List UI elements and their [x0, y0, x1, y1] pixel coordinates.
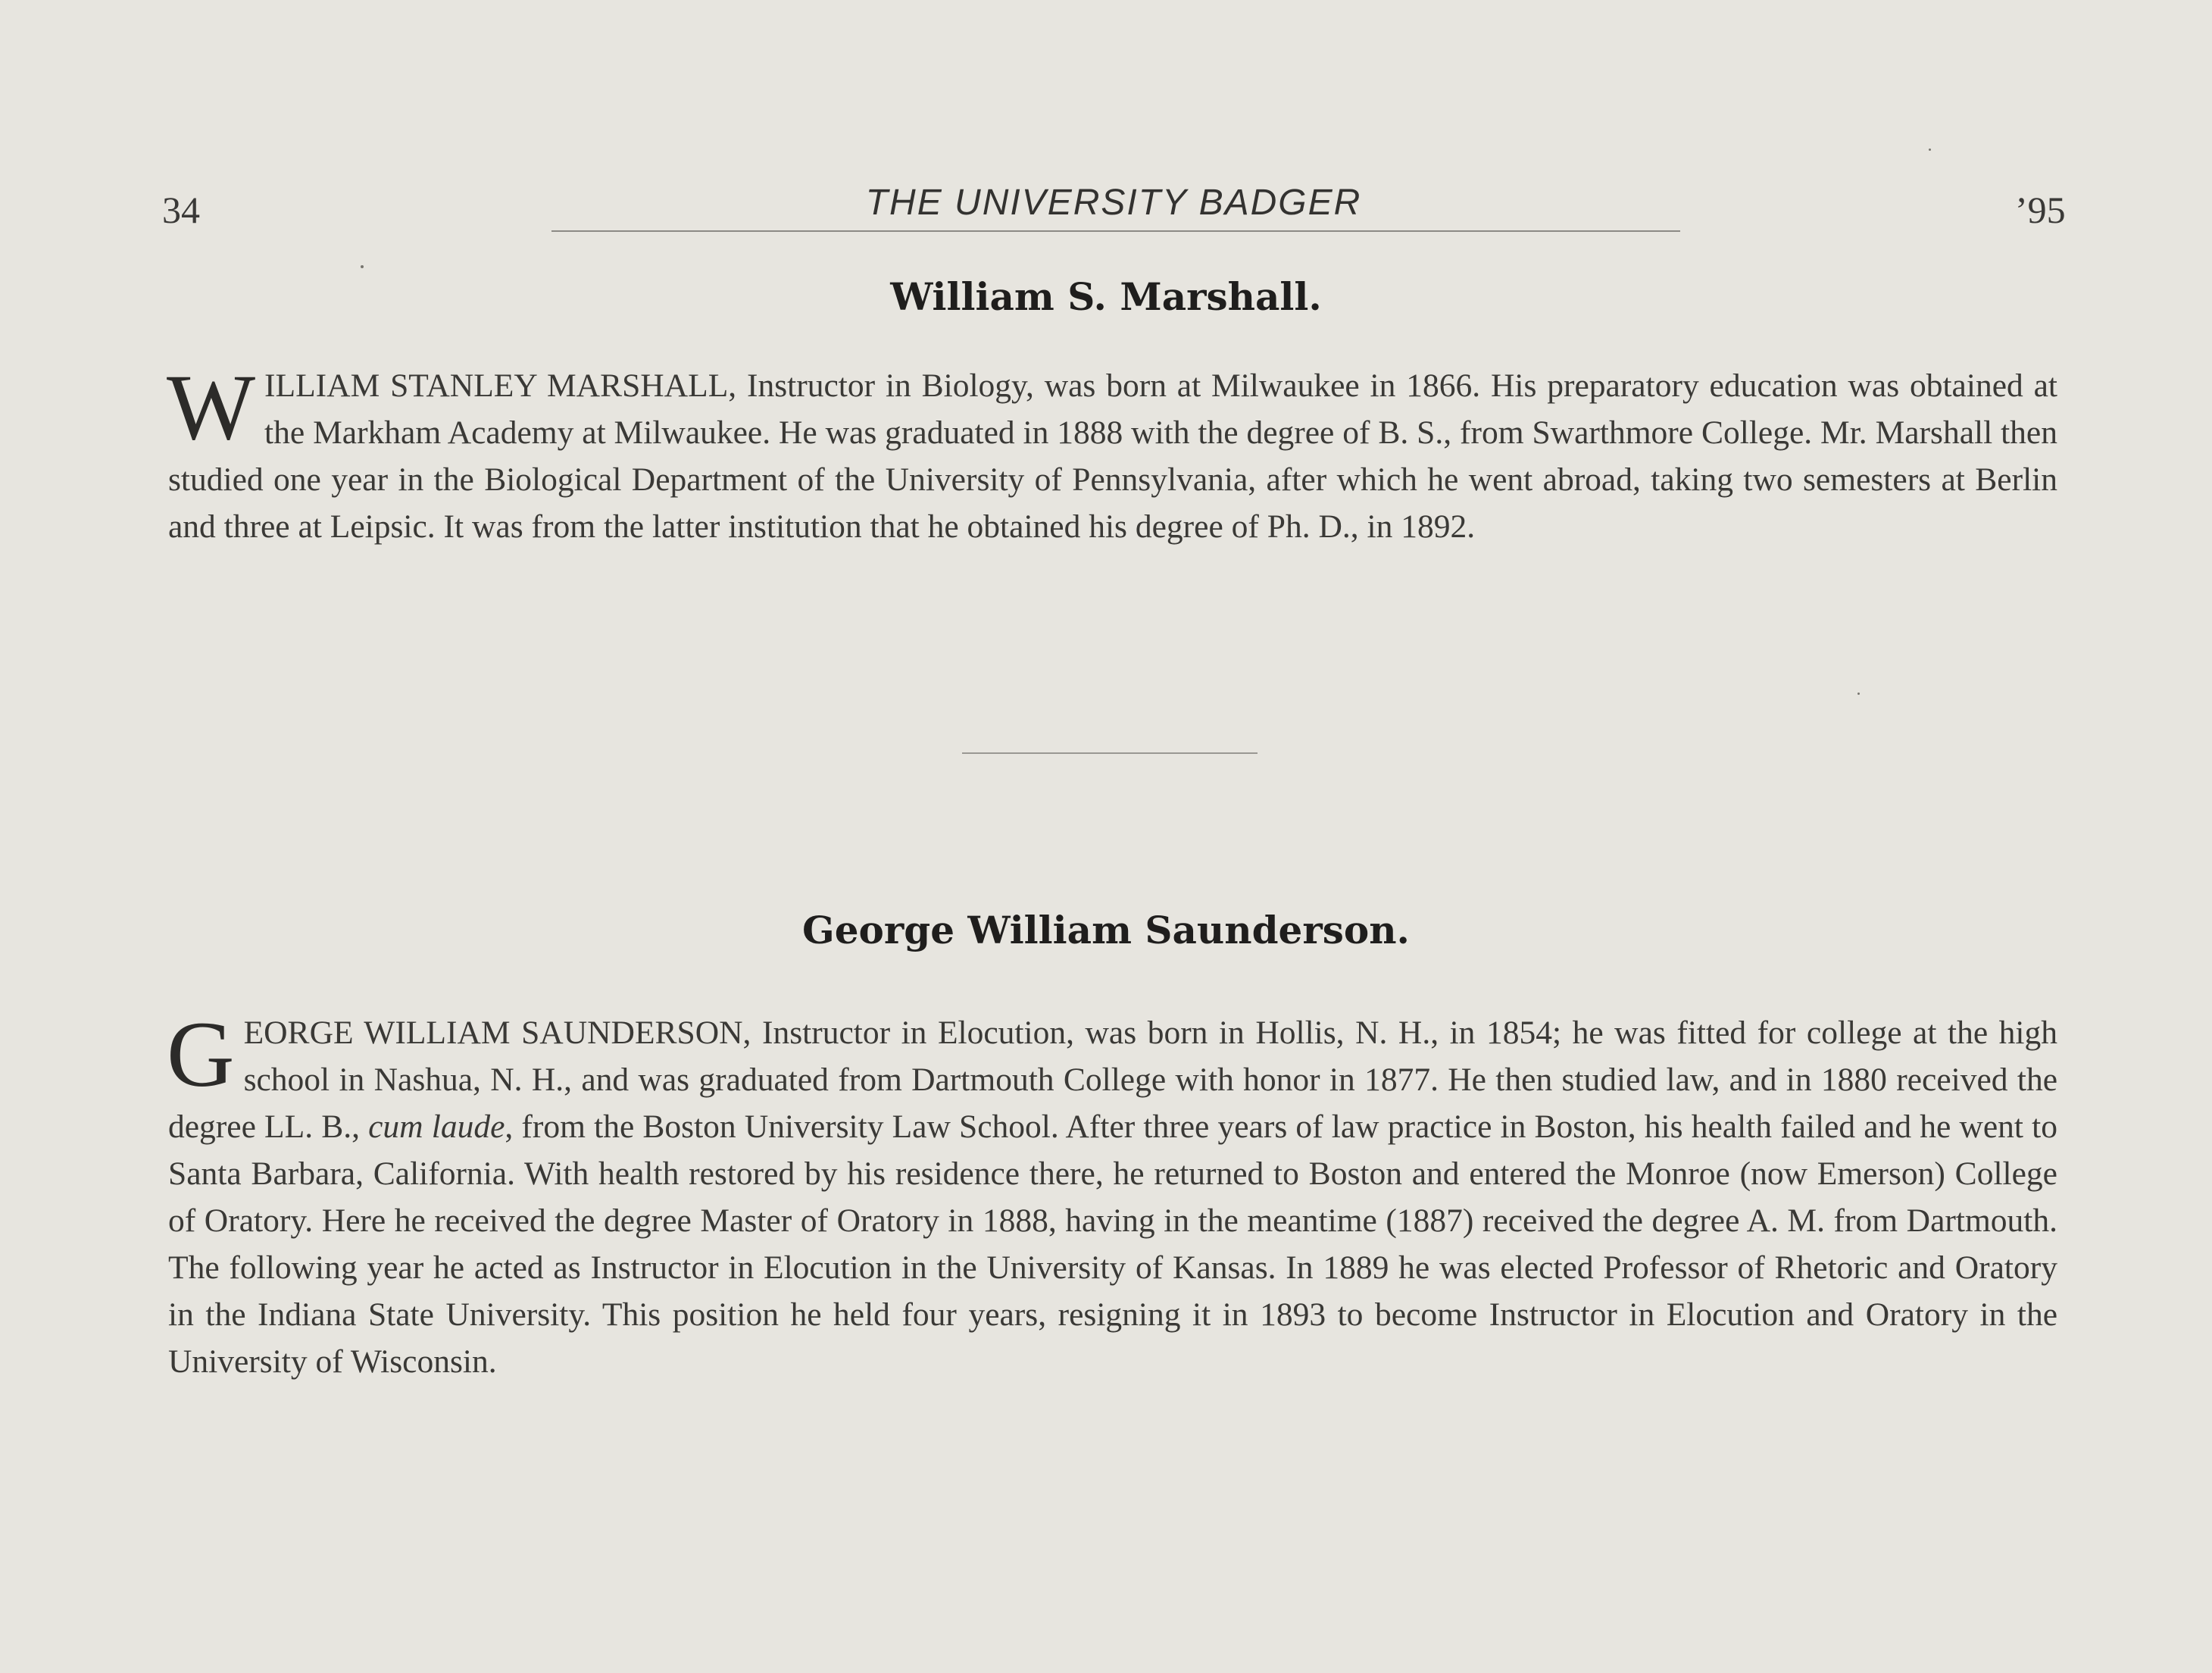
header-rule	[551, 230, 1680, 232]
biography-text-cont: , from the Boston University Law School. After three years of law practice in Boston, his health failed and he went to Santa Barbara, California. With health restored by his residence there, he returned to Boston and entered the Monroe (now Emerson) College of Oratory. Here he received the degree Master of Oratory in 1888, having in the meantime (1887) received the degree A. M. from Dartmouth. The following year he acted as Instructor in Elocution in the University of Kansas. In 1889 he was elected Professor of Rhetoric and Oratory in the Indiana State University. This position he held four years, resigning it in 1893 to become Instructor in Elocution and Oratory in the University of Wisconsin.	[168, 1109, 2057, 1380]
paper-speck	[361, 265, 364, 268]
paper-speck	[1929, 149, 1931, 151]
class-year: ’95	[2015, 189, 2066, 231]
page-number: 34	[162, 189, 200, 231]
section-divider	[962, 752, 1258, 754]
biography-italic: cum laude	[368, 1109, 505, 1145]
paper-speck	[1857, 693, 1860, 695]
entry-heading-saunderson: George William Saunderson.	[802, 908, 1410, 952]
entry-heading-marshall: William S. Marshall.	[890, 274, 1322, 319]
drop-cap: W	[167, 355, 256, 459]
biography-saunderson	[167, 1002, 2057, 1385]
drop-cap: G	[167, 1002, 235, 1106]
biography-text: EORGE WILLIAM SAUNDERSON, Instructor in Elocution, was born in Hollis, N. H., in 1854; he was fitted for college at the high school in Nashua, N. H., and was graduated from Dartmouth College with honor in 1877. He then studied law, and in 1880 received the degree LL. B.,	[168, 1015, 2057, 1145]
running-header	[0, 182, 2212, 242]
biography-text: ILLIAM STANLEY MARSHALL, Instructor in Biology, was born at Milwaukee in 1866. His preparatory education was obtained at the Markham Academy at Milwaukee. He was graduated in 1888 with the degree of B. S., from Swarthmore College. Mr. Marshall then studied one year in the Biological Department of the University of Pennsylvania, after which he went abroad, taking two semesters at Berlin and three at Leipsic. It was from the latter institution that he obtained his degree of Ph. D., in 1892.	[168, 367, 2057, 545]
running-title: THE UNIVERSITY BADGER	[865, 183, 1362, 223]
biography-marshall	[167, 355, 2057, 550]
